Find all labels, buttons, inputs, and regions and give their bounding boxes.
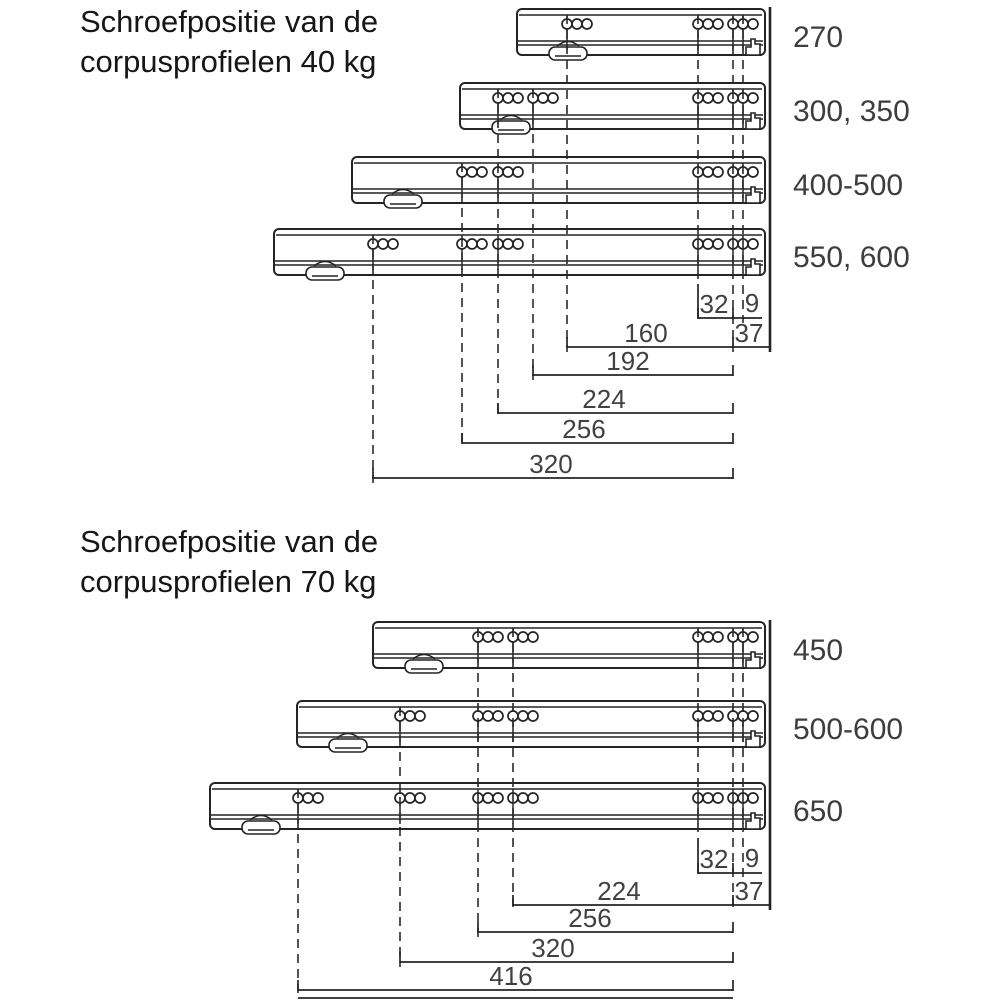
- dimension-label-192: 192: [606, 346, 650, 376]
- figure2-line-art: [210, 620, 770, 999]
- rail-500-600: [297, 701, 765, 752]
- dimension-label-320: 320: [531, 933, 575, 963]
- figure1-line-art: [274, 7, 770, 483]
- rail-length-label-400-500: 400-500: [793, 169, 904, 202]
- rail-length-label-300-350: 300, 350: [793, 95, 910, 128]
- rail-length-label-270: 270: [793, 21, 844, 54]
- dimension-label-256: 256: [568, 903, 612, 933]
- figure2-title-line1: Schroefpositie van de: [80, 524, 379, 559]
- dimension-label-9: 9: [744, 843, 760, 873]
- rail-300-350: [460, 83, 765, 134]
- figure2-title-line2: corpusprofielen 70 kg: [80, 564, 377, 599]
- dimension-label-32: 32: [699, 289, 729, 319]
- dimension-label-32: 32: [699, 844, 729, 874]
- rail-length-label-450: 450: [793, 634, 844, 667]
- dimension-label-37: 37: [734, 876, 764, 906]
- dimension-label-416: 416: [489, 961, 533, 991]
- dimension-label-160: 160: [624, 318, 668, 348]
- figure1-title-line1: Schroefpositie van de: [80, 4, 379, 39]
- dimension-label-256: 256: [562, 414, 606, 444]
- dimension-label-9: 9: [744, 288, 760, 318]
- rail-length-label-650: 650: [793, 795, 844, 828]
- rail-650: [210, 783, 765, 834]
- rail-length-label-550-600: 550, 600: [793, 241, 910, 274]
- rail-450: [373, 622, 765, 673]
- dimension-label-224: 224: [597, 876, 641, 906]
- dimension-lines: [298, 863, 770, 998]
- rail-400-500: [352, 157, 765, 208]
- dimension-label-224: 224: [582, 384, 626, 414]
- figure1-title-line2: corpusprofielen 40 kg: [80, 44, 377, 79]
- rail-550-600: [274, 229, 765, 280]
- rail-270: [517, 9, 765, 60]
- dimension-label-320: 320: [529, 449, 573, 479]
- rail-length-label-500-600: 500-600: [793, 713, 904, 746]
- figure2-drawing-70kg: [0, 510, 1000, 1000]
- dimension-label-37: 37: [734, 318, 764, 348]
